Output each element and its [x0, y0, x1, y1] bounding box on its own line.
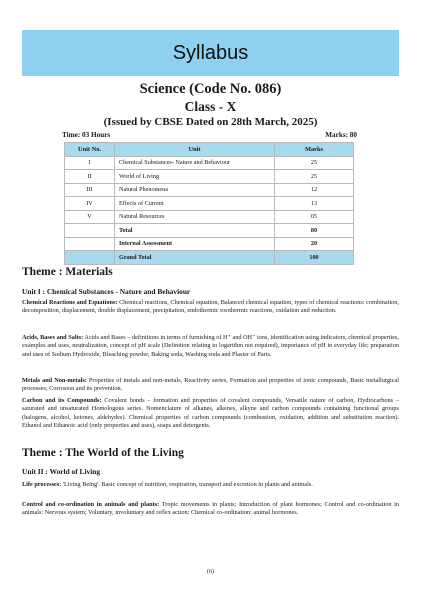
para-text: 'Living Being'. Basic concept of nutrition, respiration, transport and excretion in plants and animals. — [61, 481, 313, 488]
theme-materials-heading: Theme : Materials — [22, 266, 113, 278]
col-header-unit-no: Unit No. — [65, 143, 115, 157]
empty-cell — [65, 237, 115, 251]
grand-total-marks: 100 — [275, 251, 354, 265]
marks-label: Marks: 80 — [325, 131, 357, 139]
col-header-marks: Marks — [275, 143, 354, 157]
unit-marks-cell: 25 — [275, 156, 354, 170]
unit-marks-cell: 05 — [275, 210, 354, 224]
table-row — [65, 183, 354, 197]
unit-1-heading: Unit I : Chemical Substances - Nature and Behaviour — [22, 287, 191, 296]
table-row — [65, 156, 354, 170]
unit-no-cell: I — [65, 156, 115, 170]
class-title: Class - X — [184, 99, 237, 114]
unit-marks-cell: 25 — [275, 170, 354, 184]
page-number: (6) — [207, 569, 214, 575]
para-heading: Carbon and its Compounds: — [22, 397, 102, 404]
unit-no-cell: IV — [65, 197, 115, 211]
para-text: Covalent bonds – formation and properties of covalent compounds, Versatile nature of carbon, Hydrocarbons – saturated and unsaturated Homologous series. Nomenclature of alkanes, alkenes, alkyne and carbon compounds containing functional groups (halogens, alcohol, ketones, aldehydes). Chemical properties of carbon compounds (combustion, oxidation, addition and substitution reaction). Ethanol and Ethanoic acid (only properties and uses), soaps and detergents. — [22, 397, 399, 429]
time-label: Time: 03 Hours — [62, 131, 111, 139]
unit-marks-cell: 13 — [275, 197, 354, 211]
grand-total-label: Grand Total — [115, 251, 275, 265]
unit-marks-cell: 12 — [275, 183, 354, 197]
internal-assessment-marks: 20 — [275, 237, 354, 251]
control-coordination-paragraph — [22, 501, 399, 518]
metals-nonmetals-paragraph — [22, 377, 399, 394]
total-marks: 80 — [275, 224, 354, 238]
unit-no-cell: II — [65, 170, 115, 184]
syllabus-banner — [22, 30, 399, 76]
chemical-reactions-paragraph — [22, 299, 399, 316]
para-text: Chemical reactions, Chemical equation, Balanced chemical equation, types of chemical reactions: combination, decomposition, displacement, double displacement, precipitation, endothermic exothermic reactions, oxidation and reduction. — [22, 299, 399, 315]
unit-name-cell: Chemical Substances- Nature and Behaviour — [115, 156, 275, 170]
unit-no-cell: III — [65, 183, 115, 197]
unit-name-cell: Effects of Current — [115, 197, 275, 211]
theme-world-of-living-heading: Theme : The World of the Living — [22, 447, 184, 459]
para-text: Properties of metals and non-metals, Reactivity series, Formation and properties of ionic compounds, Basic metallurgical processes; Corrosion and its prevention. — [22, 377, 399, 393]
total-row — [65, 224, 354, 238]
para-heading: Acids, Bases and Salts: — [22, 334, 84, 341]
banner-title: Syllabus — [172, 41, 249, 64]
table-row — [65, 170, 354, 184]
total-label: Total — [115, 224, 275, 238]
unit-name-cell: World of Living — [115, 170, 275, 184]
internal-assessment-row — [65, 237, 354, 251]
grand-total-row — [65, 251, 354, 265]
para-text: Tropic movements in plants; Introduction of plant hormones; Control and co-ordination in animals: Nervous system; Voluntary, involuntary and reflex action; Chemical co-ordination: animal hormones. — [22, 501, 399, 517]
marks-distribution-table — [64, 142, 354, 265]
col-header-unit: Unit — [115, 143, 275, 157]
para-text: Acids and Bases – definitions in terms of furnishing of H⁺ and OH⁻ ions, identification using indicators, chemical properties, examples and uses, neutralization, concept of pH scale (Definition relating to logarithm not required), importance of pH in everyday life; preparation and uses of Sodium Hydroxide, Bleaching powder, Baking soda, Washing soda and Plaster of Paris. — [22, 334, 399, 358]
unit-name-cell: Natural Resources — [115, 210, 275, 224]
unit-name-cell: Natural Phenomena — [115, 183, 275, 197]
table-row — [65, 210, 354, 224]
life-processes-paragraph — [22, 481, 399, 489]
para-heading: Life processes: — [22, 481, 62, 488]
internal-assessment-label: Internal Assessment — [115, 237, 275, 251]
table-header-row — [65, 143, 354, 157]
table-row — [65, 197, 354, 211]
empty-cell — [65, 224, 115, 238]
carbon-compounds-paragraph — [22, 397, 399, 430]
unit-2-heading: Unit II : World of Living — [22, 467, 101, 476]
para-heading: Metals and Non-metals: — [22, 377, 87, 384]
acids-bases-paragraph — [22, 334, 399, 359]
subject-title: Science (Code No. 086) — [139, 81, 282, 97]
para-heading: Chemical Reactions and Equations: — [22, 299, 118, 306]
para-heading: Control and co-ordination in animals and plants: — [22, 501, 160, 508]
empty-cell — [65, 251, 115, 265]
unit-no-cell: V — [65, 210, 115, 224]
issued-note: (Issued by CBSE Dated on 28th March, 2025) — [103, 116, 318, 128]
